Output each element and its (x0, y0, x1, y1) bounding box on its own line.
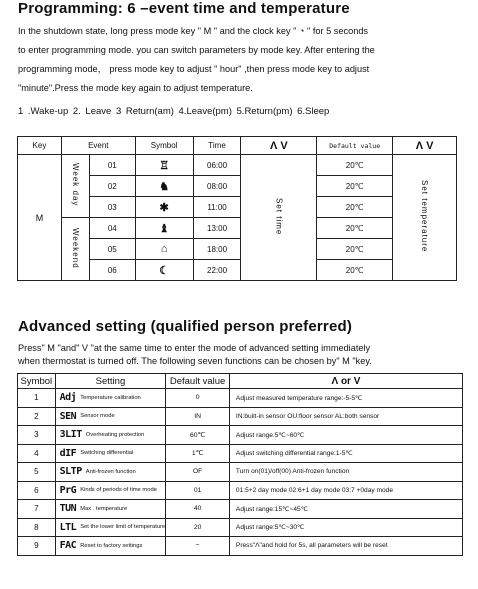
event-time: 08:00 (193, 176, 241, 197)
setting-description: Adjust measured temperature range:-5-5℃ (229, 389, 462, 408)
event-time-table (17, 136, 457, 281)
setting-label: Reset to factory settings (80, 542, 143, 549)
event-time: 18:00 (193, 239, 241, 260)
setting-label: Overheating protection (85, 431, 145, 438)
table-row (18, 518, 463, 537)
table-row (18, 407, 463, 426)
advanced-instructions (18, 342, 466, 368)
event-number: 05 (89, 239, 135, 260)
event-number: 01 (89, 155, 135, 176)
header-key: Key (18, 137, 62, 155)
programming-instructions (18, 22, 466, 98)
setting-number: 9 (18, 537, 56, 556)
header-default-value: Default value (317, 137, 393, 155)
event-time: 22:00 (193, 260, 241, 281)
setting-description: Adjust range:5℃~30℃ (229, 518, 462, 537)
section-title-advanced: Advanced setting (qualified person preferred) (18, 318, 353, 335)
setting-number: 1 (18, 389, 56, 408)
event-temp: 20℃ (317, 239, 393, 260)
lcd-code: SLTP (59, 466, 82, 478)
setting-number: 8 (18, 518, 56, 537)
weekday-cell (61, 155, 89, 218)
event-number: 04 (89, 218, 135, 239)
table-header-row (18, 137, 457, 155)
setting-cell (55, 537, 166, 556)
wake-up-icon: ♖ (135, 155, 193, 176)
weekend-cell (61, 218, 89, 281)
event-list: 1 .Wake-up 2. Leave 3 Return(am) 4.Leave(pm) 5.Return(pm) 6.Sleep (18, 106, 330, 117)
setting-label: Sensor mode (80, 413, 115, 419)
set-time-cell (241, 155, 317, 281)
setting-description: Adjust range:15℃~45℃ (229, 500, 462, 519)
table-row (18, 444, 463, 463)
setting-number: 6 (18, 481, 56, 500)
event-number: 06 (89, 260, 135, 281)
setting-default: IN (166, 407, 230, 426)
leave-icon: ♞ (135, 176, 193, 197)
event-temp: 20℃ (317, 176, 393, 197)
table-row (18, 155, 457, 176)
setting-cell (55, 426, 166, 445)
set-temperature-cell (393, 155, 457, 281)
setting-label: Temperature calibration (80, 394, 141, 401)
event-time: 13:00 (193, 218, 241, 239)
moon-sleep-icon: ☾ (135, 260, 193, 281)
instruction-line: "minute".Press the mode key again to adjust temperature. (18, 83, 253, 93)
lcd-code: LTL (59, 521, 77, 533)
setting-cell (55, 407, 166, 426)
lcd-code: SEN (59, 410, 77, 422)
setting-cell (55, 389, 166, 408)
set-time-label: Set time (274, 197, 284, 236)
table-row (18, 463, 463, 482)
lcd-code: FAC (59, 540, 77, 552)
lcd-code: 3LIT (59, 429, 82, 441)
setting-cell (55, 463, 166, 482)
setting-description: IN:built-in sensor OU:floor sensor AL:both sensor (229, 407, 462, 426)
setting-default: 01 (166, 481, 230, 500)
home-icon: ⌂ (135, 239, 193, 260)
setting-cell (55, 481, 166, 500)
setting-description: 01:5+2 day mode 02:6+1 day mode 03:7 +0day mode (229, 481, 462, 500)
lcd-code: dIF (59, 447, 77, 459)
table-row (18, 500, 463, 519)
header-time: Time (193, 137, 241, 155)
table-row (18, 481, 463, 500)
event-time: 11:00 (193, 197, 241, 218)
setting-number: 7 (18, 500, 56, 519)
setting-default: 40 (166, 500, 230, 519)
weekend-label: Weekend (70, 227, 80, 269)
table-row (18, 426, 463, 445)
setting-number: 2 (18, 407, 56, 426)
header-event: Event (61, 137, 135, 155)
key-cell: M (18, 155, 62, 281)
table-header-row (18, 374, 463, 389)
lcd-code: TUN (59, 503, 77, 515)
event-number: 03 (89, 197, 135, 218)
setting-label: Max . temperature (80, 505, 128, 512)
table-row (18, 218, 457, 239)
setting-cell (55, 444, 166, 463)
event-number: 02 (89, 176, 135, 197)
header-up-down-arrows: Λ V (393, 137, 457, 155)
event-time: 06:00 (193, 155, 241, 176)
table-row (18, 389, 463, 408)
event-temp: 20℃ (317, 260, 393, 281)
instruction-line: Press" M "and" V "at the same time to enter the mode of advanced setting immediately (18, 343, 371, 353)
setting-description: Adjust range:5℃~60℃ (229, 426, 462, 445)
setting-default: 20 (166, 518, 230, 537)
setting-label: Switching differential (80, 450, 134, 456)
setting-description: Turn on(01)/off(00) Anti-frozen function (229, 463, 462, 482)
setting-default: OF (166, 463, 230, 482)
setting-label: Anti-frozen function (85, 468, 136, 475)
setting-default: 0 (166, 389, 230, 408)
setting-number: 3 (18, 426, 56, 445)
section-title-programming: Programming: 6 –event time and temperature (18, 0, 350, 17)
lcd-code: PrG (59, 484, 77, 496)
setting-cell (55, 500, 166, 519)
walking-person-icon: ♝ (135, 218, 193, 239)
header-up-down-arrows: Λ V (241, 137, 317, 155)
setting-default: 1℃ (166, 444, 230, 463)
instruction-line: when thermostat is turned off. The following seven functions can be chosen by" M "key. (18, 356, 372, 366)
setting-label: Kinds of periods of time mode (80, 487, 157, 493)
setting-number: 5 (18, 463, 56, 482)
setting-description: Adjust switching differential range:1-5℃ (229, 444, 462, 463)
setting-default: 60℃ (166, 426, 230, 445)
instruction-line: In the shutdown state, long press mode key " M " and the clock key " ◔ " for 5 seconds (18, 26, 369, 36)
setting-label: Set the lower limit of temperature (80, 524, 166, 530)
header-up-or-down: Λ or V (229, 374, 462, 389)
setting-number: 4 (18, 444, 56, 463)
event-temp: 20℃ (317, 218, 393, 239)
header-default-value: Default value (166, 374, 230, 389)
header-setting: Setting (55, 374, 166, 389)
instruction-line: programming mode， press mode key to adjust " hour" ,then press mode key to adjust (18, 64, 370, 74)
setting-default: − (166, 537, 230, 556)
advanced-settings-table (17, 373, 463, 556)
table-row (18, 537, 463, 556)
instruction-line: to enter programming mode. you can switch parameters by mode key. After entering the (18, 45, 375, 55)
header-symbol: Symbol (18, 374, 56, 389)
event-temp: 20℃ (317, 197, 393, 218)
sun-icon: ✱ (135, 197, 193, 218)
event-temp: 20℃ (317, 155, 393, 176)
header-symbol: Symbol (135, 137, 193, 155)
setting-cell (55, 518, 166, 537)
lcd-code: Adj (59, 392, 77, 404)
setting-description: Press"Λ"and hold for 5s, all parameters will be reset (229, 537, 462, 556)
set-temperature-label: Set temperature (420, 180, 430, 253)
weekday-label: Week day (70, 163, 80, 207)
